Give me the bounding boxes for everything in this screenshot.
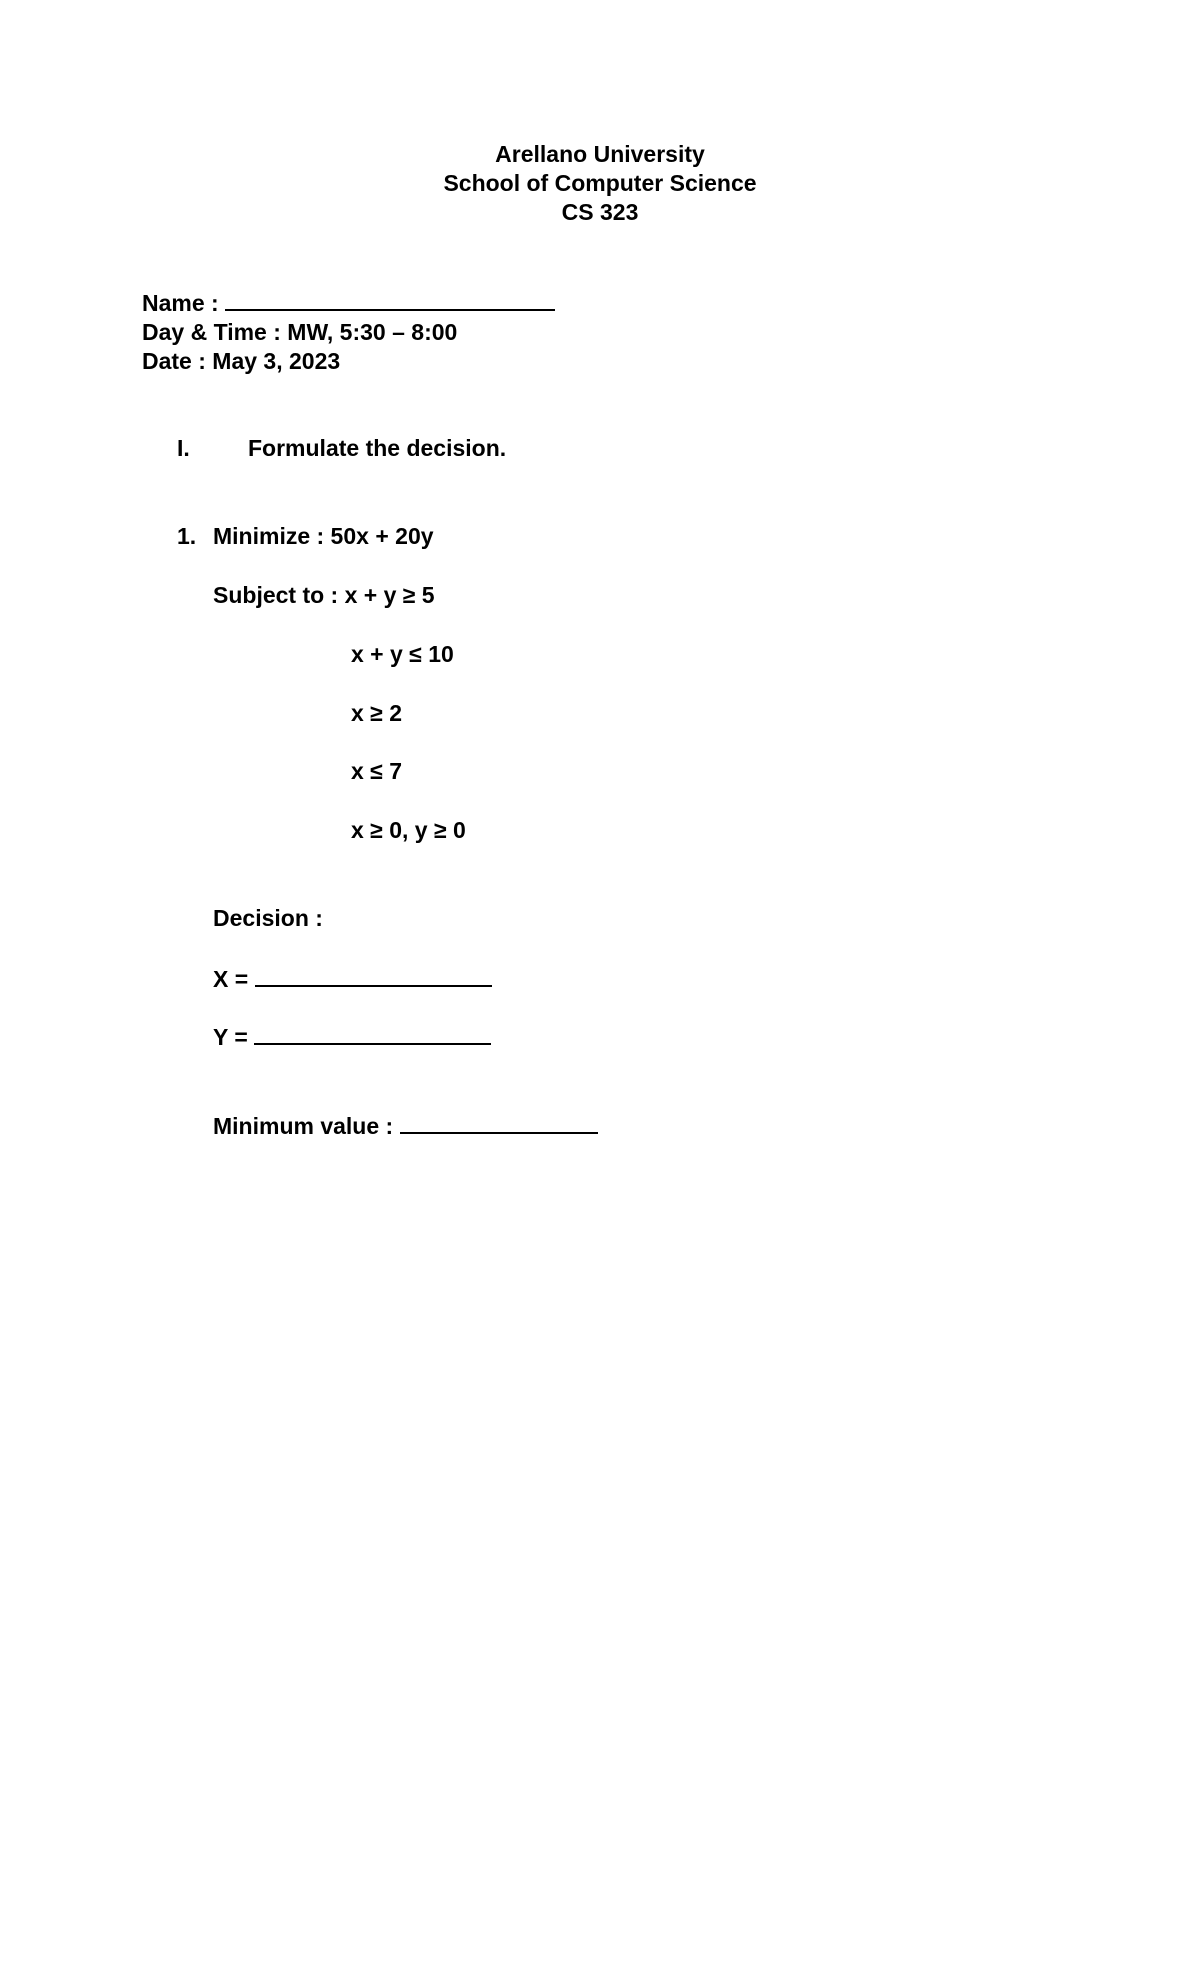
subject-to-constraint: Subject to : x + y ≥ 5	[213, 582, 435, 608]
problem-number: 1.	[177, 523, 197, 549]
minimum-value-label: Minimum value :	[213, 1113, 394, 1139]
objective-function: Minimize : 50x + 20y	[213, 523, 434, 549]
x-answer-blank	[255, 963, 492, 987]
y-answer-row	[213, 1021, 491, 1052]
course-code: CS 323	[561, 199, 639, 225]
day-time: Day & Time : MW, 5:30 – 8:00	[142, 319, 458, 345]
name-row	[142, 287, 555, 318]
x-label: X =	[213, 966, 249, 992]
y-label: Y =	[213, 1024, 248, 1050]
constraint-item: x ≥ 0, y ≥ 0	[351, 817, 466, 843]
decision-label: Decision :	[213, 905, 323, 931]
name-blank	[225, 287, 555, 311]
constraint-item: x ≤ 7	[351, 758, 402, 784]
section-number: I.	[177, 435, 190, 461]
x-answer-row	[213, 963, 492, 994]
university-name: Arellano University	[495, 141, 705, 167]
constraint-item: x ≥ 2	[351, 700, 402, 726]
school-name: School of Computer Science	[443, 170, 757, 196]
constraint-item: x + y ≤ 10	[351, 641, 454, 667]
y-answer-blank	[254, 1021, 491, 1045]
minimum-value-row	[213, 1110, 598, 1141]
section-title: Formulate the decision.	[248, 435, 507, 461]
name-label: Name :	[142, 290, 219, 316]
minimum-value-blank	[400, 1110, 598, 1134]
student-info	[142, 287, 555, 376]
document-header	[0, 140, 1200, 227]
exam-date: Date : May 3, 2023	[142, 348, 341, 374]
